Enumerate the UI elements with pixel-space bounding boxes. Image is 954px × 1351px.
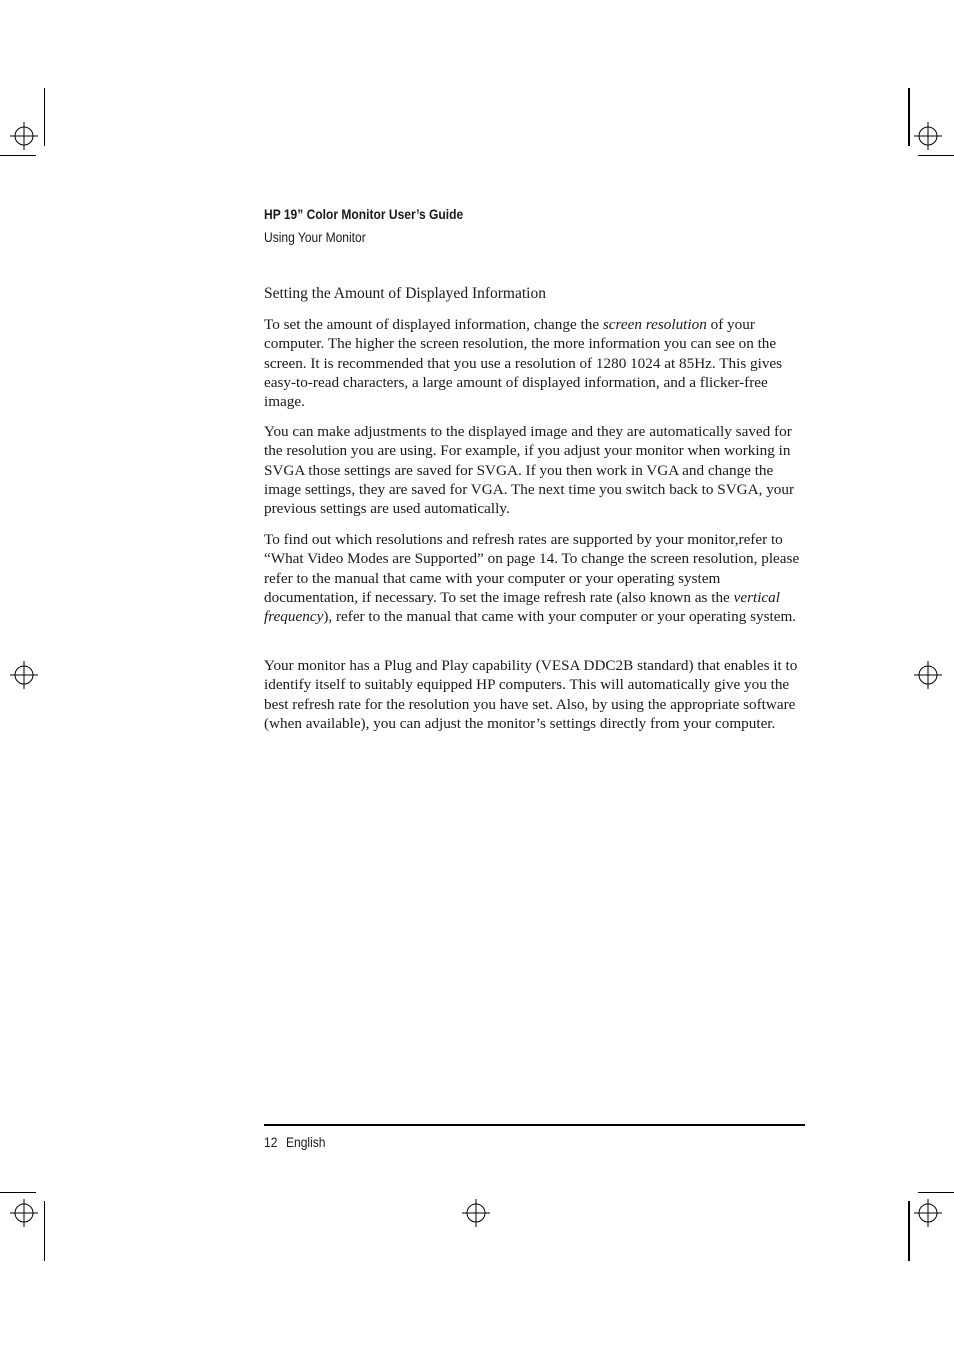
footer-language: English bbox=[285, 1134, 326, 1150]
registration-mark-icon bbox=[914, 1199, 942, 1227]
crop-mark-top-left-vertical bbox=[44, 88, 45, 146]
running-header-section: Using Your Monitor bbox=[264, 229, 366, 245]
paragraph-text: To set the amount of displayed information, change the bbox=[264, 316, 603, 333]
registration-mark-icon bbox=[914, 661, 942, 689]
footer-rule bbox=[264, 1124, 805, 1126]
registration-mark-icon bbox=[10, 661, 38, 689]
registration-mark-icon bbox=[462, 1199, 490, 1227]
crop-mark-top-right-horizontal bbox=[918, 155, 954, 156]
crop-mark-bottom-left-vertical bbox=[44, 1201, 45, 1261]
crop-mark-bottom-right-vertical bbox=[908, 1201, 910, 1261]
registration-mark-icon bbox=[914, 122, 942, 150]
section-heading: Setting the Amount of Displayed Information bbox=[264, 285, 546, 302]
paragraph-text: of your computer. The higher the screen resolution, the more information you can see on the screen. It is recommended that you use a resolution of 1280 1024 at 85Hz. This gives easy-to-read characters, a large amount of displayed information, and a flicker-free image. bbox=[264, 316, 783, 411]
crop-mark-top-right-vertical bbox=[908, 88, 910, 146]
emphasis-term: screen resolution bbox=[602, 316, 707, 333]
registration-mark-icon bbox=[10, 122, 38, 150]
emphasis-term: vertical frequency bbox=[264, 588, 780, 626]
crop-mark-bottom-left-horizontal bbox=[0, 1192, 36, 1193]
paragraph-screen-resolution bbox=[264, 315, 804, 411]
registration-mark-icon bbox=[10, 1199, 38, 1227]
paragraph-adjustments: You can make adjustments to the displayed image and they are automatically saved for the resolution you are using. For example, if you adjust your monitor when working in SVGA those settings are saved for SVGA. If you then work in VGA and change the image settings, they are saved for VGA. The next time you switch back to SVGA, your previous settings are used automatically. bbox=[264, 423, 795, 518]
crop-mark-bottom-right-horizontal bbox=[918, 1192, 954, 1193]
paragraph-text: To find out which resolutions and refresh rates are supported by your monitor,refer to “What Video Modes are Supported” on page 14. To change the screen resolution, please refer to the manual that came with your computer or your operating system documentation, if necessary. To set the image refresh rate (also known as the bbox=[264, 531, 800, 606]
page-number: 12 bbox=[264, 1134, 278, 1150]
paragraph-plug-and-play: Your monitor has a Plug and Play capability (VESA DDC2B standard) that enables it to identify itself to suitably equipped HP computers. This will automatically give you the best refresh rate for the resolution you have set. Also, by using the appropriate software (when available), you can adjust the monitor’s settings directly from your computer. bbox=[264, 657, 798, 732]
footer bbox=[264, 1134, 334, 1150]
crop-mark-top-left-horizontal bbox=[0, 155, 36, 156]
paragraph-refresh-rates bbox=[264, 530, 804, 626]
paragraph-text: ), refer to the manual that came with your computer or your operating system. bbox=[323, 608, 797, 626]
running-header-title: HP 19” Color Monitor User’s Guide bbox=[264, 206, 464, 222]
